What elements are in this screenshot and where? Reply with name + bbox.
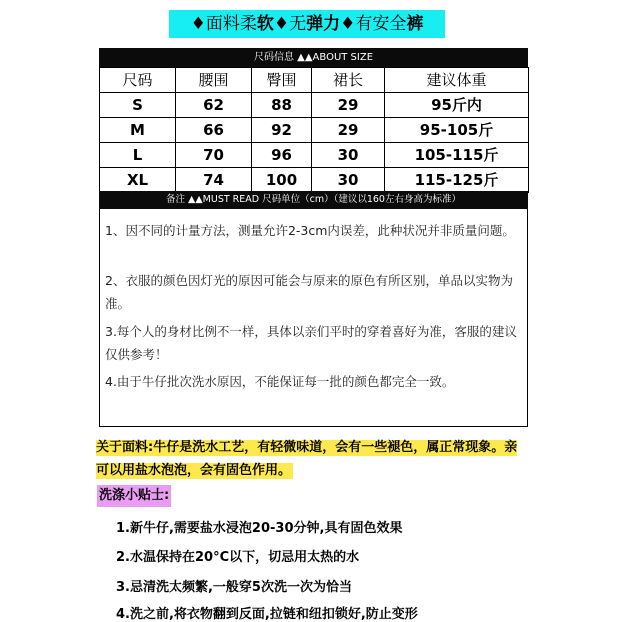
cell-size: M xyxy=(100,118,176,143)
wash-tip: 2.水温保持在20°C以下，切忌用太热的水 xyxy=(116,550,360,565)
title-part: ♦无 xyxy=(273,14,307,34)
title-part: ♦面料柔 xyxy=(190,14,257,34)
wash-tip: 4.洗之前,将衣物翻到反面,拉链和纽扣锁好,防止变形 xyxy=(116,607,418,622)
cell-hip: 96 xyxy=(252,143,312,168)
must-read-bar: 备注 ▲▲MUST READ 尺码单位（cm）（建议以160左右身高为标准） xyxy=(99,191,528,209)
table-row xyxy=(100,168,529,193)
cell-size: L xyxy=(100,143,176,168)
note-item: 4.由于牛仔批次洗水原因，不能保证每一批的颜色都完全一致。 xyxy=(105,374,455,389)
size-table xyxy=(99,67,529,193)
header-waist: 腰围 xyxy=(176,68,252,93)
cell-length: 30 xyxy=(312,143,385,168)
table-row xyxy=(100,143,529,168)
cell-length: 29 xyxy=(312,93,385,118)
header-size: 尺码 xyxy=(100,68,176,93)
cell-length: 29 xyxy=(312,118,385,143)
cell-weight: 115-125斤 xyxy=(385,168,529,193)
notes-box xyxy=(99,209,528,427)
cell-hip: 100 xyxy=(252,168,312,193)
table-row xyxy=(100,118,529,143)
cell-weight: 95斤内 xyxy=(385,93,529,118)
cell-size: S xyxy=(100,93,176,118)
wash-tips-title: 洗涤小贴士: xyxy=(97,485,171,507)
title-bold: 裤 xyxy=(406,14,424,34)
cell-weight: 105-115斤 xyxy=(385,143,529,168)
wash-tip: 1.新牛仔,需要盐水浸泡20-30分钟,具有固色效果 xyxy=(116,521,403,536)
table-row xyxy=(100,93,529,118)
cell-size: XL xyxy=(100,168,176,193)
note-item: 3.每个人的身材比例不一样，具体以亲们平时的穿着喜好为准，客服的建议仅供参考！ xyxy=(105,324,517,362)
fabric-note xyxy=(96,436,521,482)
title-part: ♦有安全 xyxy=(340,14,407,34)
note-item: 1、因不同的计量方法，测量允许2-3cm内误差，此种状况并非质量问题。 xyxy=(105,223,515,238)
cell-waist: 66 xyxy=(176,118,252,143)
size-info-bar: 尺码信息 ▲▲ABOUT SIZE xyxy=(99,48,528,67)
cell-waist: 70 xyxy=(176,143,252,168)
cell-length: 30 xyxy=(312,168,385,193)
title-bold: 弹力 xyxy=(306,14,341,34)
cell-waist: 74 xyxy=(176,168,252,193)
header-weight: 建议体重 xyxy=(385,68,529,93)
cell-waist: 62 xyxy=(176,93,252,118)
header-hip: 臀围 xyxy=(252,68,312,93)
cell-hip: 92 xyxy=(252,118,312,143)
cell-hip: 88 xyxy=(252,93,312,118)
title-bold: 软 xyxy=(256,14,274,34)
fabric-note-text: 关于面料:牛仔是洗水工艺，有轻微味道，会有一些褪色，属正常现象。亲可以用盐水泡泡，会有固色作用。 xyxy=(96,440,518,478)
wash-tip: 3.忌清洗太频繁,一般穿5次洗一次为恰当 xyxy=(116,580,352,595)
note-item: 2、衣服的颜色因灯光的原因可能会与原来的原色有所区别，单品以实物为准。 xyxy=(105,273,513,311)
header-length: 裙长 xyxy=(312,68,385,93)
cell-weight: 95-105斤 xyxy=(385,118,529,143)
table-header-row xyxy=(100,68,529,93)
page-title xyxy=(169,10,445,38)
